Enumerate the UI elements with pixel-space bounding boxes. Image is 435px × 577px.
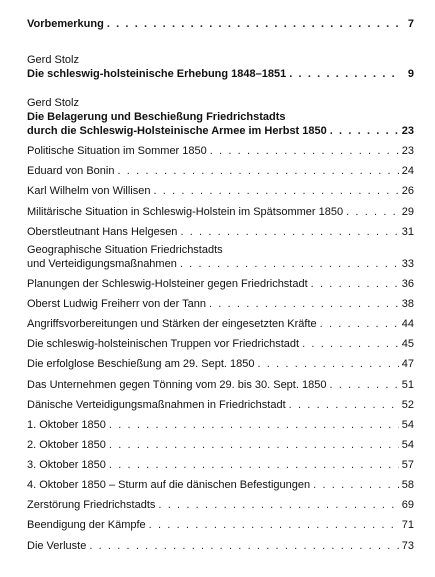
toc-entry bbox=[27, 418, 414, 432]
leader-dots bbox=[109, 418, 399, 432]
toc-entry bbox=[27, 205, 414, 219]
toc-entry-title: Politische Situation im Sommer 1850 bbox=[27, 145, 207, 157]
section-title-line-1: Die Belagerung und Beschießung Friedrichstadts bbox=[27, 111, 286, 123]
toc-entry bbox=[27, 144, 414, 158]
toc-entry-title: Das Unternehmen gegen Tönning vom 29. bis 30. Sept. 1850 bbox=[27, 379, 327, 391]
toc-entry-title: Angriffsvorbereitungen und Stärken der eingesetzten Kräfte bbox=[27, 318, 317, 330]
toc-entry-page: 52 bbox=[401, 399, 414, 411]
leader-dots bbox=[330, 124, 399, 138]
toc-entry-page: 71 bbox=[401, 519, 414, 531]
toc-entry-page: 57 bbox=[401, 459, 414, 471]
leader-dots bbox=[257, 357, 398, 371]
leader-dots bbox=[210, 144, 399, 158]
toc-entry-page: 45 bbox=[401, 338, 414, 350]
leader-dots bbox=[117, 164, 398, 178]
toc-entry-page: 26 bbox=[401, 185, 414, 197]
toc-section-2 bbox=[27, 96, 414, 138]
toc-entry-title: Beendigung der Kämpfe bbox=[27, 519, 146, 531]
toc-entry-title: 2. Oktober 1850 bbox=[27, 439, 106, 451]
toc-entry-page: 47 bbox=[401, 358, 414, 370]
toc-entry-title: Dänische Verteidigungsmaßnahmen in Friedrichstadt bbox=[27, 399, 286, 411]
toc-entry-page: 38 bbox=[401, 298, 414, 310]
section-title: Die schleswig-holsteinische Erhebung 1848–1851 bbox=[27, 68, 287, 80]
toc-entry bbox=[27, 398, 414, 412]
leader-dots bbox=[209, 297, 399, 311]
toc-entry bbox=[27, 317, 414, 331]
toc-entry bbox=[27, 378, 414, 392]
section-page: 23 bbox=[401, 125, 414, 137]
section-title-line-2: durch die Schleswig-Holsteinische Armee im Herbst 1850 bbox=[27, 125, 327, 137]
section-page: 9 bbox=[407, 68, 414, 80]
toc-entry bbox=[27, 478, 414, 492]
toc-entry bbox=[27, 297, 414, 311]
leader-dots bbox=[109, 438, 399, 452]
toc-entry-page: 36 bbox=[401, 278, 414, 290]
toc-entry bbox=[27, 277, 414, 291]
leader-dots bbox=[158, 498, 398, 512]
toc-entry bbox=[27, 164, 414, 178]
toc-entry-title: Vorbemerkung bbox=[27, 18, 104, 30]
toc-entry bbox=[27, 184, 414, 198]
toc-entry-page: 58 bbox=[401, 479, 414, 491]
toc-section-1 bbox=[27, 53, 414, 81]
toc-entry-title: 1. Oktober 1850 bbox=[27, 419, 106, 431]
toc-entry bbox=[27, 518, 414, 532]
toc-entry bbox=[27, 498, 414, 512]
toc-entry bbox=[27, 243, 414, 271]
leader-dots bbox=[320, 317, 399, 331]
toc-entry-title: 4. Oktober 1850 – Sturm auf die dänischen Befestigungen bbox=[27, 479, 311, 491]
toc-entry-title: Oberstleutnant Hans Helgesen bbox=[27, 226, 178, 238]
leader-dots bbox=[289, 398, 399, 412]
leader-dots bbox=[153, 184, 398, 198]
toc-entry-page: 54 bbox=[401, 419, 414, 431]
toc-entry-title: Karl Wilhelm von Willisen bbox=[27, 185, 151, 197]
toc-entry-title: Eduard von Bonin bbox=[27, 165, 115, 177]
toc-entry-page: 7 bbox=[407, 18, 414, 30]
toc-entry-title: Geographische Situation Friedrichstadts bbox=[27, 244, 223, 256]
toc-entry-page: 29 bbox=[401, 206, 414, 218]
leader-dots bbox=[313, 478, 399, 492]
leader-dots bbox=[180, 225, 398, 239]
toc-entry bbox=[27, 225, 414, 239]
section-author: Gerd Stolz bbox=[27, 54, 79, 66]
toc-entry bbox=[27, 357, 414, 371]
toc-entry-title: Zerstörung Friedrichstadts bbox=[27, 499, 156, 511]
toc-entry-page: 54 bbox=[401, 439, 414, 451]
leader-dots bbox=[346, 205, 399, 219]
leader-dots bbox=[311, 277, 399, 291]
toc-entry-title: Die Verluste bbox=[27, 540, 87, 552]
toc-entry-page: 23 bbox=[401, 145, 414, 157]
section-author: Gerd Stolz bbox=[27, 97, 79, 109]
toc-entry-page: 73 bbox=[401, 540, 414, 552]
toc-entry-title: Die schleswig-holsteinischen Truppen vor Friedrichstadt bbox=[27, 338, 300, 350]
leader-dots bbox=[302, 337, 399, 351]
leader-dots bbox=[329, 378, 398, 392]
leader-dots bbox=[89, 539, 398, 553]
toc-entry-title: Die erfolglose Beschießung am 29. Sept. 1850 bbox=[27, 358, 255, 370]
toc-entry-page: 51 bbox=[401, 379, 414, 391]
leader-dots bbox=[109, 458, 399, 472]
toc-entry bbox=[27, 539, 414, 553]
toc-entry bbox=[27, 337, 414, 351]
toc-entry-page: 31 bbox=[401, 226, 414, 238]
toc-entry-title: Oberst Ludwig Freiherr von der Tann bbox=[27, 298, 206, 310]
toc-entry bbox=[27, 438, 414, 452]
toc-entry-page: 24 bbox=[401, 165, 414, 177]
toc-entry-title: 3. Oktober 1850 bbox=[27, 459, 106, 471]
leader-dots bbox=[149, 518, 399, 532]
toc-entry-title: Militärische Situation in Schleswig-Holstein im Spätsommer 1850 bbox=[27, 206, 344, 218]
leader-dots bbox=[180, 257, 399, 271]
toc-entry-page: 69 bbox=[401, 499, 414, 511]
toc-entry-page: 33 bbox=[401, 258, 414, 270]
leader-dots bbox=[107, 17, 399, 31]
leader-dots bbox=[289, 67, 399, 81]
toc-entry-title-line-2: und Verteidigungsmaßnahmen bbox=[27, 258, 177, 270]
toc-entry-preface bbox=[27, 17, 414, 31]
toc-entry-title: Planungen der Schleswig-Holsteiner gegen Friedrichstadt bbox=[27, 278, 308, 290]
toc-entry bbox=[27, 458, 414, 472]
toc-entry-page: 44 bbox=[401, 318, 414, 330]
